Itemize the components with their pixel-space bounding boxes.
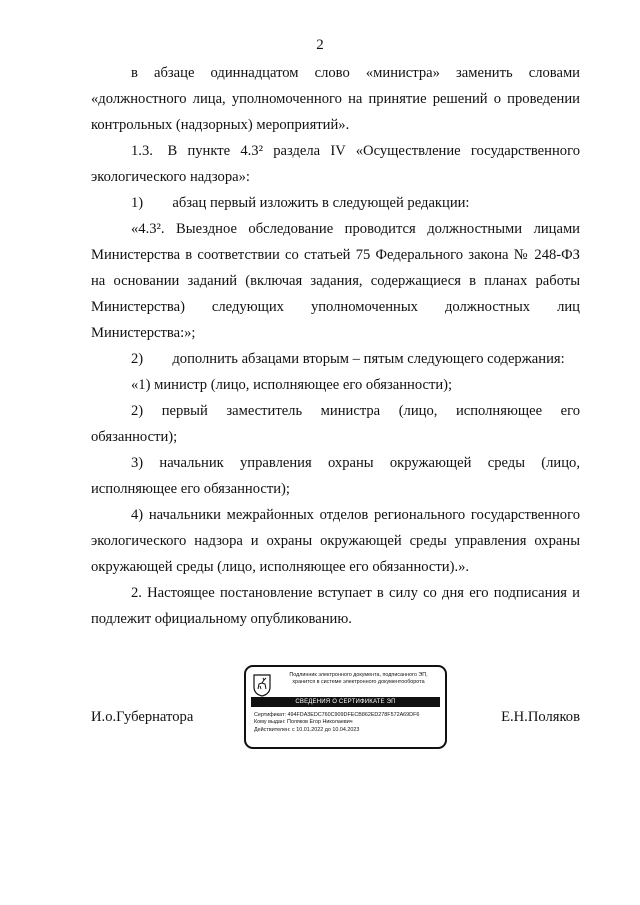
list-item-heads-interdistrict: 4) начальники межрайонных отделов регионального государственного экологического надзора и охраны окружающей среды управления охраны окружающей среды (лицо, исполняющее его обязанности).». bbox=[91, 507, 580, 575]
signature-block bbox=[91, 665, 580, 755]
document-body bbox=[91, 60, 580, 632]
paragraph-item-1: 1) абзац первый изложить в следующей редакции: bbox=[131, 195, 470, 211]
signer-name: Е.Н.Поляков bbox=[501, 709, 580, 725]
stamp-certificate: Сертификат: 494FDA3EDC760C909DFECB862ED278F572A69DF6 bbox=[254, 712, 420, 718]
stamp-validity: Действителен: с 10.01.2022 до 10.04.2023 bbox=[254, 726, 360, 733]
list-item-first-deputy: 2) первый заместитель министра (лицо, исполняющее его обязанности); bbox=[91, 403, 580, 445]
stamp-title-bar: СВЕДЕНИЯ О СЕРТИФИКАТЕ ЭП bbox=[251, 697, 440, 707]
deer-coat-of-arms-icon bbox=[252, 673, 272, 697]
paragraph-quote-4-3: «4.3². Выездное обследование проводится должностными лицами Министерства в соответствии со статьей 75 Федерального закона № 248-ФЗ на основании заданий (включая задания, содержащиеся в планах работы Министерства) следующих уполномоченных должностных лиц Министерства:»; bbox=[91, 221, 580, 341]
electronic-signature-stamp bbox=[244, 665, 447, 749]
stamp-header-line-1: Подлинник электронного документа, подписанного ЭП, bbox=[289, 672, 428, 678]
list-item-head-department: 3) начальник управления охраны окружающей среды (лицо, исполняющее его обязанности); bbox=[91, 455, 580, 497]
signer-position: И.о.Губернатора bbox=[91, 709, 194, 725]
paragraph-item-2: 2) дополнить абзацами вторым – пятым следующего содержания: bbox=[131, 351, 565, 367]
paragraph-entry-into-force: 2. Настоящее постановление вступает в силу со дня его подписания и подлежит официальному опубликованию. bbox=[91, 585, 580, 627]
list-item-minister: «1) министр (лицо, исполняющее его обязанности); bbox=[131, 377, 453, 393]
paragraph-1: в абзаце одиннадцатом слово «министра» заменить словами «должностного лица, уполномоченного на принятие решений о проведении контрольных (надзорных) мероприятий». bbox=[91, 65, 580, 133]
stamp-header-line-2: хранится в системе электронного документооборота bbox=[292, 679, 425, 685]
stamp-header bbox=[276, 672, 441, 686]
stamp-issued-to: Кому выдан: Поляков Егор Николаевич bbox=[254, 719, 353, 726]
page-number: 2 bbox=[316, 37, 324, 53]
paragraph-1-3: 1.3. В пункте 4.3² раздела IV «Осуществление государственного экологического надзора»: bbox=[91, 143, 580, 185]
stamp-details bbox=[254, 712, 444, 734]
